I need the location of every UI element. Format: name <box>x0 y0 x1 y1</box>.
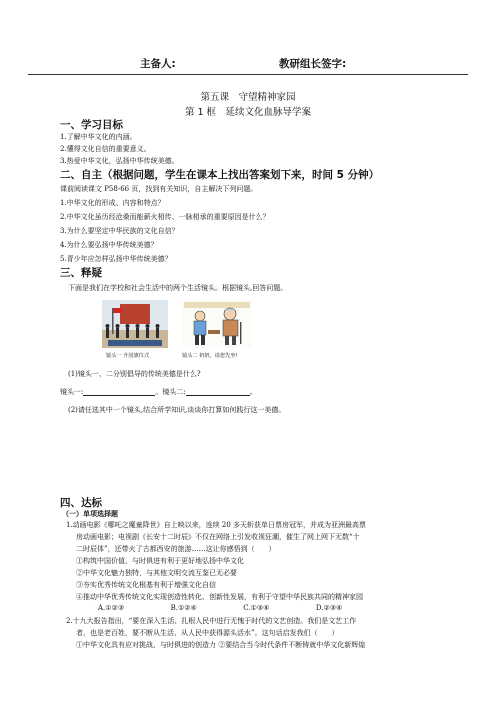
scene-two-answer-blank[interactable] <box>186 387 250 396</box>
practice-subheading: （一）单项选择题 <box>62 510 118 518</box>
question-1-option: ④推动中华优秀传统文化实现创造性转化、创新性发展，有利于守望中华民族共同的精神家园 <box>76 593 363 601</box>
leader-sign-label: 教研组长签字: <box>279 58 347 70</box>
goal-item: 1.了解中华文化的内涵。 <box>60 133 137 141</box>
question-1-line: 二时辰体”，还带火了古都西安的旅游……这让你感悟到（ ） <box>76 545 276 553</box>
flag-ceremony-image <box>102 300 168 348</box>
question-1-line: 1.动画电影《哪吒之魔童降世》自上映以来，连续 20 多天斩获单日票房冠军，并成为亚洲最高票 <box>66 521 367 529</box>
self-study-item: 2.中华文化虽历经沧桑而能薪火相传、一脉相承的重要原因是什么？ <box>60 213 270 221</box>
explain-heading: 三、释疑 <box>60 267 102 279</box>
goals-heading: 一、学习目标 <box>60 119 123 131</box>
scene-one-label: 镜头一: <box>60 388 84 396</box>
self-study-heading: 二、自主（根据问题，学生在课本上找出答案划下来，时间 5 分钟） <box>60 169 380 181</box>
choice-a[interactable]: A.①②③ <box>98 604 125 612</box>
scene-two-label: 。镜头二: <box>155 388 186 396</box>
scene-two-caption: 镜头二 奶奶，请您先坐! <box>182 353 238 359</box>
scene-one-caption: 镜头一 升国旗仪式 <box>106 353 150 359</box>
goal-item: 2.懂得文化自信的重要意义。 <box>60 145 151 153</box>
explain-question-2: (2)请任选其中一个镜头,结合所学知识,谈谈你打算如何践行这一美德。 <box>68 406 286 414</box>
goal-item: 3.热爱中华文化，弘扬中华传统美德。 <box>60 157 179 165</box>
self-study-item: 4.为什么要弘扬中华传统美德？ <box>60 241 158 249</box>
scene-images <box>102 300 252 362</box>
bus-seat-image <box>182 300 252 348</box>
question-2-line: 者，也是老百姓，要不断从生活、从人民中获得源头活水”。这句话启发我们（ ） <box>76 629 339 637</box>
self-study-intro: 课前阅读课文 P58-66 页，找到有关知识，自主解决下列问题。 <box>60 185 258 193</box>
answer-line-1 <box>60 387 257 397</box>
choice-c[interactable]: C.①③④ <box>243 604 270 612</box>
question-1-option: ①构筑中国价值、与时俱进有利于更好地弘扬中华文化 <box>76 557 244 565</box>
choice-d[interactable]: D.②③④ <box>315 604 343 612</box>
signature-header <box>0 54 496 76</box>
practice-heading: 四、达标 <box>60 497 102 509</box>
question-1-option: ③夯实优秀传统文化根基有利于增强文化自信 <box>76 581 216 589</box>
explain-intro: 下面是我们在学校和社会生活中的两个生活镜头。根据镜头,回答问题。 <box>68 284 288 292</box>
self-study-item: 1.中华文化的形成、内容和特点？ <box>60 199 165 207</box>
explain-question-1: (1)镜头一、二分别倡导的传统美德是什么? <box>68 370 201 378</box>
header-rule <box>28 74 468 75</box>
question-2-line: ①中华文化具有应对挑战、与时俱进的创造力 ②要结合当今时代条件不断铸就中华文化新辉煌 <box>76 641 366 649</box>
question-2-line: 2.十九大报告指出，“要在深入生活、扎根人民中进行无愧于时代的文艺创造。我们是文艺工作 <box>66 617 357 625</box>
answer-end: 。 <box>249 388 257 396</box>
question-1-option: ②中华文化魅力独特，与其他文明交流互鉴已无必要 <box>76 569 237 577</box>
scene-one-answer-blank[interactable] <box>83 387 155 396</box>
lesson-title: 第五课 守望精神家园 <box>200 92 296 103</box>
self-study-item: 3.为什么要坚定中华民族的文化自信？ <box>60 227 179 235</box>
question-1-choices <box>98 604 342 612</box>
frame-title: 第 1 框 延续文化血脉导学案 <box>184 107 312 118</box>
question-1-line: 房动画电影；电视剧《长安十二时辰》不仅在网络上引发收视狂潮，催生了网上网下无数“十 <box>76 533 360 541</box>
choice-b[interactable]: B.①②④ <box>170 604 197 612</box>
self-study-item: 5.青少年应怎样弘扬中华传统美德？ <box>60 255 172 263</box>
preparer-label: 主备人: <box>140 58 176 70</box>
